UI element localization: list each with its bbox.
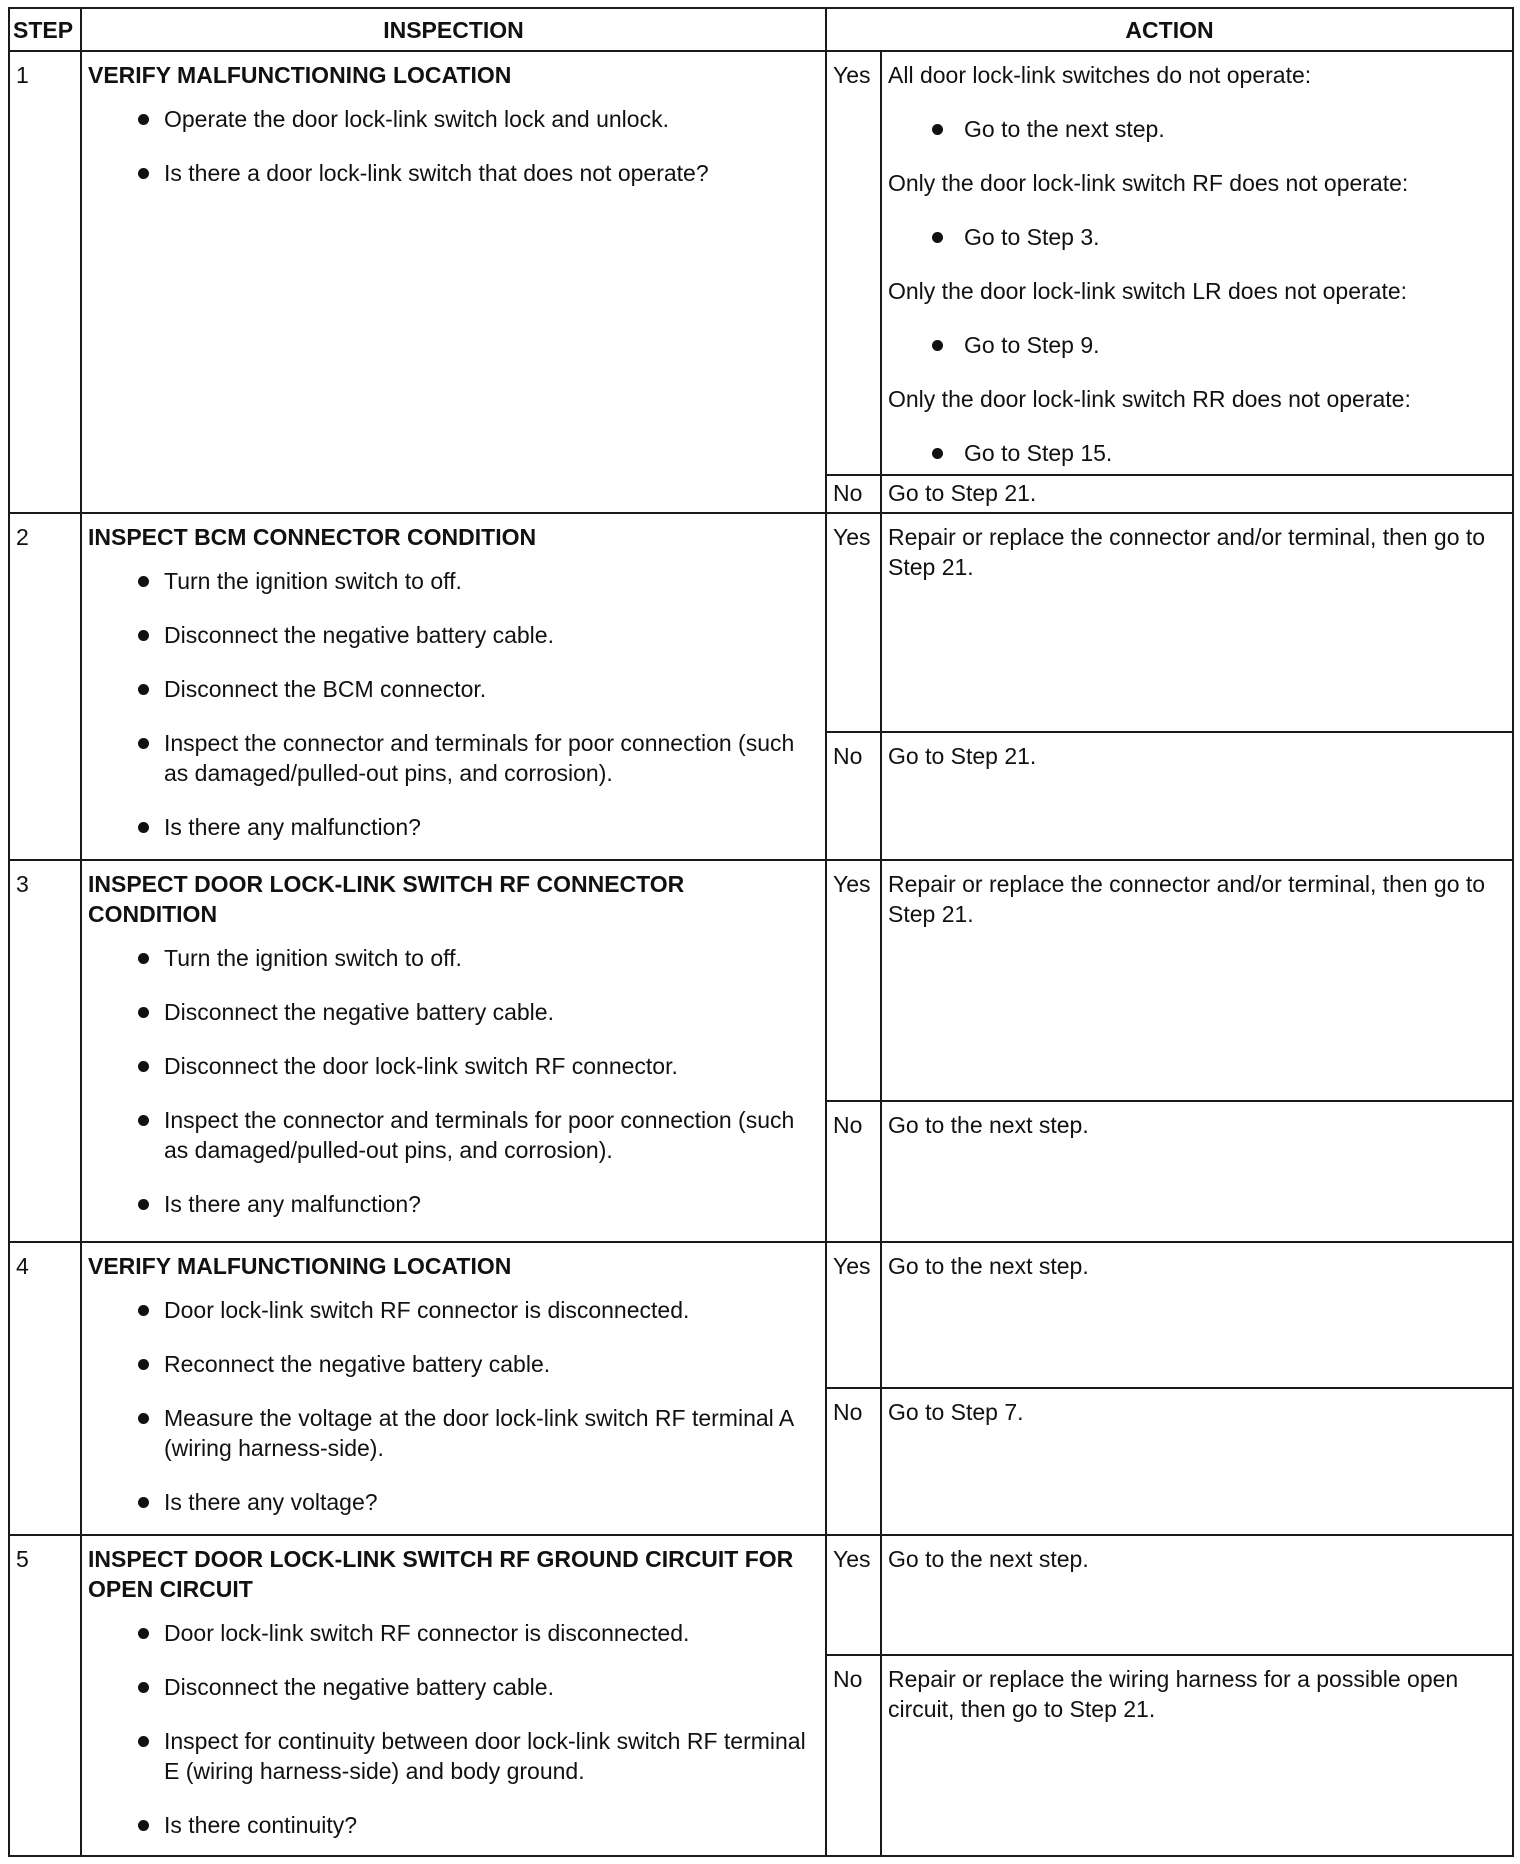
inspection-item: Operate the door lock-link switch lock and unlock. [88, 104, 819, 134]
inspection-item: Is there any voltage? [88, 1487, 819, 1517]
yes-action-cell [881, 51, 1513, 475]
yes-action: Repair or replace the connector and/or terminal, then go to Step 21. [881, 513, 1513, 732]
step-4-yes-row [9, 1242, 1513, 1389]
inspection-item: Inspect the connector and terminals for poor connection (such as damaged/pulled-out pins, and corrosion). [88, 728, 819, 788]
yes-label: Yes [826, 513, 881, 732]
inspection-item: Reconnect the negative battery cable. [88, 1349, 819, 1379]
action-sub-item: Go to Step 9. [888, 330, 1506, 360]
inspection-item: Disconnect the door lock-link switch RF connector. [88, 1051, 819, 1081]
action-sub-list [888, 438, 1506, 468]
step-number: 4 [9, 1242, 81, 1535]
inspection-list [88, 943, 819, 1219]
action-condition: Only the door lock-link switch RF does not operate: [888, 170, 1409, 196]
inspection-item: Measure the voltage at the door lock-link switch RF terminal A (wiring harness-side). [88, 1403, 819, 1463]
inspection-item: Inspect the connector and terminals for poor connection (such as damaged/pulled-out pins, and corrosion). [88, 1105, 819, 1165]
step-title: INSPECT DOOR LOCK-LINK SWITCH RF CONNECTOR CONDITION [88, 871, 685, 928]
step-number: 3 [9, 860, 81, 1241]
step-number: 5 [9, 1535, 81, 1856]
header-step: STEP [9, 8, 81, 51]
action-sub-list [888, 114, 1506, 144]
yes-label: Yes [826, 860, 881, 1101]
action-sub-list [888, 330, 1506, 360]
inspection-list [88, 1618, 819, 1840]
header-inspection: INSPECTION [81, 8, 826, 51]
step-1-yes-row [9, 51, 1513, 475]
action-sub-item: Go to Step 15. [888, 438, 1506, 468]
inspection-item: Is there any malfunction? [88, 1189, 819, 1219]
inspection-item: Inspect for continuity between door lock-link switch RF terminal E (wiring harness-side) and body ground. [88, 1726, 819, 1786]
action-sub-item: Go to the next step. [888, 114, 1506, 144]
inspection-item: Is there a door lock-link switch that does not operate? [88, 158, 819, 188]
header-action: ACTION [826, 8, 1513, 51]
action-condition: Only the door lock-link switch RR does not operate: [888, 386, 1411, 412]
step-5-yes-row [9, 1535, 1513, 1655]
no-action: Go to the next step. [881, 1101, 1513, 1242]
inspection-item: Disconnect the BCM connector. [88, 674, 819, 704]
step-number: 1 [9, 51, 81, 513]
yes-label: Yes [826, 1535, 881, 1655]
diagnostic-table [8, 7, 1514, 1857]
yes-label: Yes [826, 1242, 881, 1389]
action-condition: Only the door lock-link switch LR does not operate: [888, 278, 1408, 304]
step-title: INSPECT BCM CONNECTOR CONDITION [88, 523, 537, 550]
step-2-yes-row [9, 513, 1513, 732]
inspection-item: Is there any malfunction? [88, 812, 819, 842]
inspection-item: Disconnect the negative battery cable. [88, 620, 819, 650]
inspection-cell [81, 1535, 826, 1856]
no-action: Go to Step 7. [881, 1388, 1513, 1535]
inspection-cell [81, 513, 826, 860]
no-label: No [826, 475, 881, 513]
action-condition: All door lock-link switches do not operate: [888, 62, 1312, 88]
action-sub-item: Go to Step 3. [888, 222, 1506, 252]
inspection-cell [81, 51, 826, 513]
no-label: No [826, 1388, 881, 1535]
no-action: Repair or replace the wiring harness for a possible open circuit, then go to Step 21. [881, 1655, 1513, 1856]
yes-action: Repair or replace the connector and/or terminal, then go to Step 21. [881, 860, 1513, 1101]
step-number: 2 [9, 513, 81, 860]
yes-action: Go to the next step. [881, 1242, 1513, 1389]
step-title: VERIFY MALFUNCTIONING LOCATION [88, 62, 512, 88]
inspection-cell [81, 860, 826, 1241]
yes-label: Yes [826, 51, 881, 475]
header-row [9, 8, 1513, 51]
no-label: No [826, 1655, 881, 1856]
inspection-list [88, 566, 819, 842]
inspection-item: Is there continuity? [88, 1810, 819, 1840]
step-title: INSPECT DOOR LOCK-LINK SWITCH RF GROUND CIRCUIT FOR OPEN CIRCUIT [88, 1545, 794, 1602]
inspection-item: Turn the ignition switch to off. [88, 566, 819, 596]
inspection-list [88, 1295, 819, 1517]
inspection-item: Disconnect the negative battery cable. [88, 997, 819, 1027]
action-sub-list [888, 222, 1506, 252]
no-label: No [826, 1101, 881, 1242]
inspection-item: Door lock-link switch RF connector is disconnected. [88, 1295, 819, 1325]
no-action: Go to Step 21. [881, 732, 1513, 860]
no-action: Go to Step 21. [881, 475, 1513, 513]
inspection-item: Door lock-link switch RF connector is disconnected. [88, 1618, 819, 1648]
yes-action: Go to the next step. [881, 1535, 1513, 1655]
step-3-yes-row [9, 860, 1513, 1101]
inspection-cell [81, 1242, 826, 1535]
inspection-item: Disconnect the negative battery cable. [88, 1672, 819, 1702]
step-title: VERIFY MALFUNCTIONING LOCATION [88, 1252, 512, 1279]
no-label: No [826, 732, 881, 860]
inspection-item: Turn the ignition switch to off. [88, 943, 819, 973]
inspection-list [88, 104, 819, 188]
